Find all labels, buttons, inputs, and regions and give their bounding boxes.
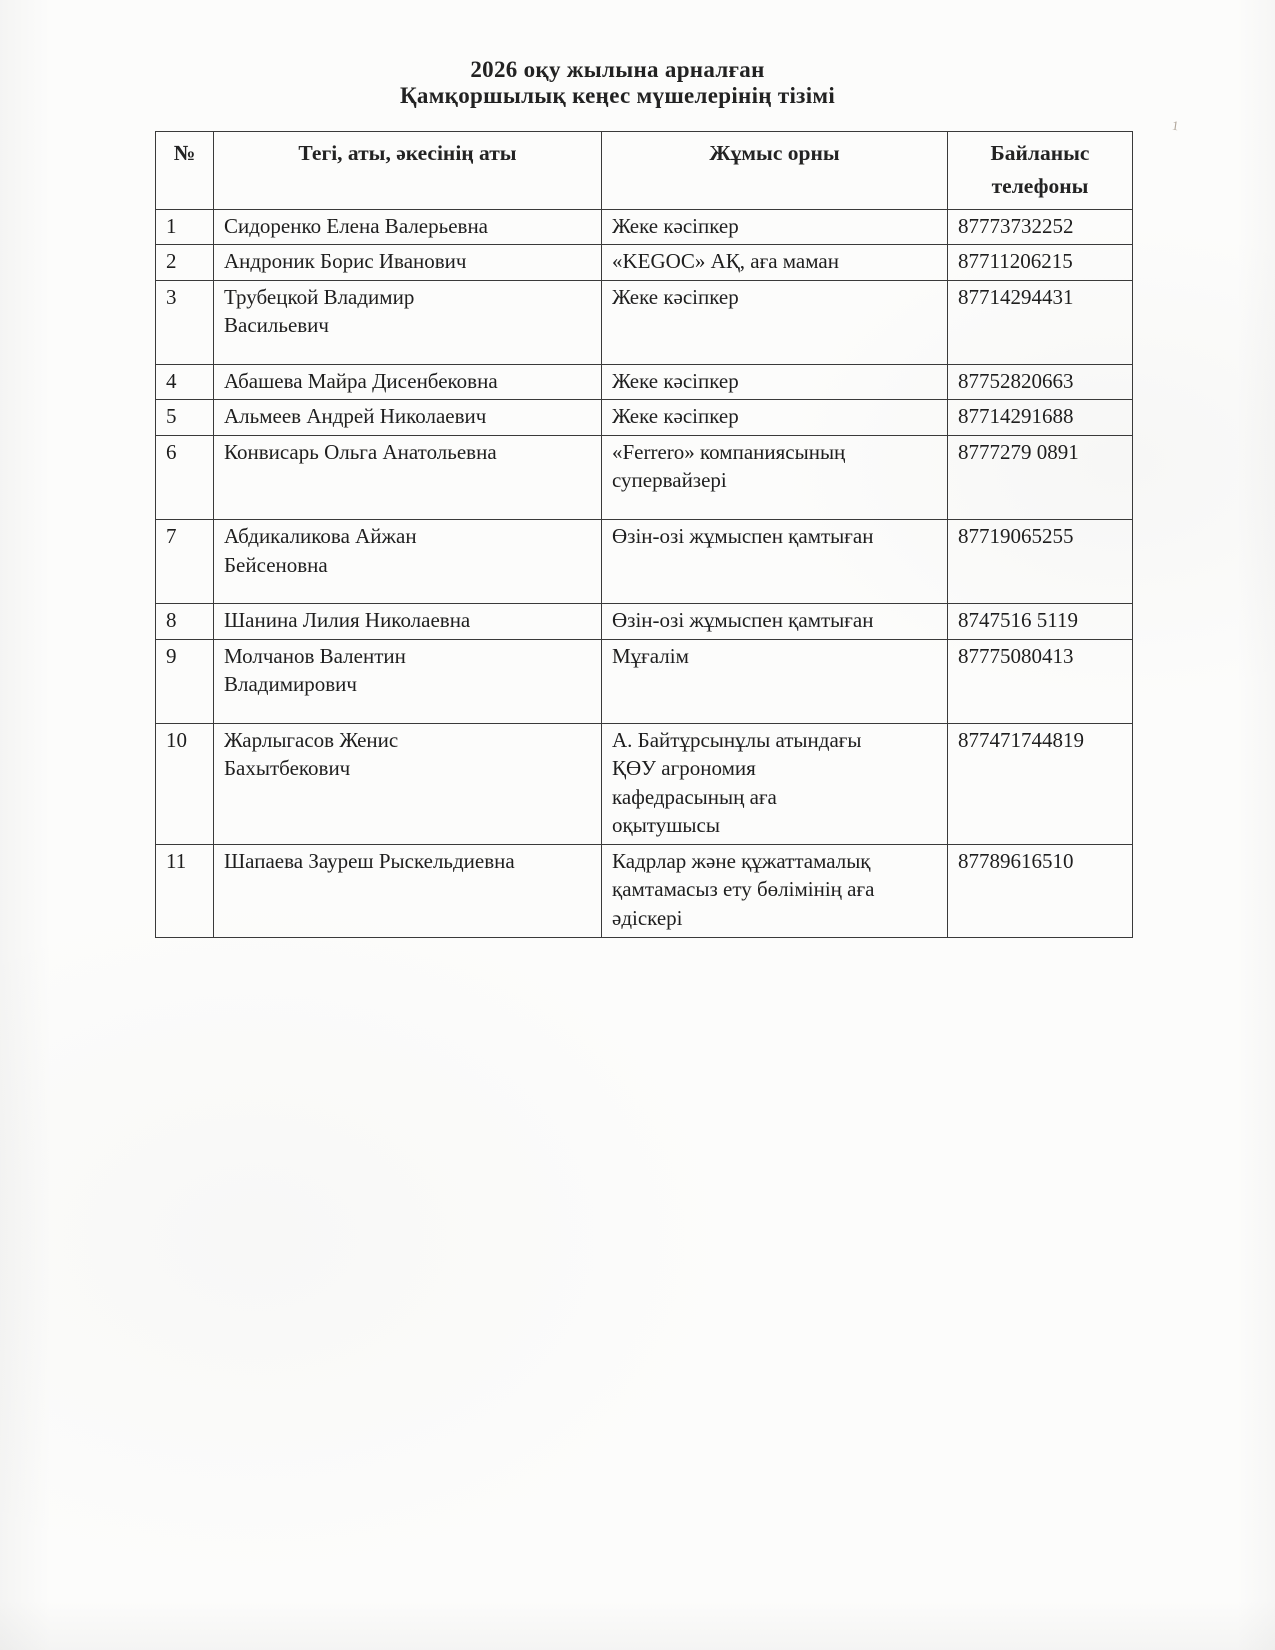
table-row xyxy=(156,844,1133,937)
table-body xyxy=(156,209,1133,937)
row-number-cell: 9 xyxy=(156,639,214,723)
row-number-cell: 5 xyxy=(156,400,214,436)
document-title xyxy=(155,57,1080,109)
table-row xyxy=(156,245,1133,281)
workplace-cell: Өзін-озі жұмыспен қамтыған xyxy=(602,604,948,640)
member-name-cell: Альмеев Андрей Николаевич xyxy=(214,400,602,436)
member-name-cell: Молчанов Валентин Владимирович xyxy=(214,639,602,723)
table-row xyxy=(156,639,1133,723)
row-number-cell: 11 xyxy=(156,844,214,937)
row-number-cell: 6 xyxy=(156,435,214,519)
workplace-cell: Кадрлар және құжаттамалық қамтамасыз ету бөлімінің аға әдіскері xyxy=(602,844,948,937)
workplace-cell: Жеке кәсіпкер xyxy=(602,280,948,364)
table-head xyxy=(156,132,1133,210)
title-line-1: 2026 оқу жылына арналған xyxy=(470,57,765,82)
table-row xyxy=(156,435,1133,519)
header-workplace: Жұмыс орны xyxy=(602,132,948,210)
phone-cell: 8747516 5119 xyxy=(948,604,1133,640)
phone-cell: 87711206215 xyxy=(948,245,1133,281)
phone-cell: 87775080413 xyxy=(948,639,1133,723)
phone-cell: 8777279 0891 xyxy=(948,435,1133,519)
phone-cell: 87789616510 xyxy=(948,844,1133,937)
table-row xyxy=(156,604,1133,640)
member-name-cell: Сидоренко Елена Валерьевна xyxy=(214,209,602,245)
workplace-cell: Жеке кәсіпкер xyxy=(602,364,948,400)
row-number-cell: 4 xyxy=(156,364,214,400)
workplace-cell: Жеке кәсіпкер xyxy=(602,400,948,436)
member-name-cell: Абашева Майра Дисенбековна xyxy=(214,364,602,400)
table-row xyxy=(156,209,1133,245)
table-row xyxy=(156,520,1133,604)
member-name-cell: Конвисарь Ольга Анатольевна xyxy=(214,435,602,519)
row-number-cell: 2 xyxy=(156,245,214,281)
workplace-cell: А. Байтұрсынұлы атындағы ҚӨУ агрономия кафедрасының аға оқытушысы xyxy=(602,723,948,844)
workplace-cell: Мұғалім xyxy=(602,639,948,723)
phone-cell: 877471744819 xyxy=(948,723,1133,844)
phone-cell: 87773732252 xyxy=(948,209,1133,245)
table-header-row xyxy=(156,132,1133,210)
row-number-cell: 10 xyxy=(156,723,214,844)
header-full-name: Тегі, аты, әкесінің аты xyxy=(214,132,602,210)
header-number: № xyxy=(156,132,214,210)
member-name-cell: Шанина Лилия Николаевна xyxy=(214,604,602,640)
header-phone: Байланыс телефоны xyxy=(948,132,1133,210)
member-name-cell: Андроник Борис Иванович xyxy=(214,245,602,281)
phone-cell: 87714291688 xyxy=(948,400,1133,436)
workplace-cell: «Ferrero» компаниясының супервайзері xyxy=(602,435,948,519)
phone-cell: 87719065255 xyxy=(948,520,1133,604)
workplace-cell: Жеке кәсіпкер xyxy=(602,209,948,245)
member-name-cell: Трубецкой Владимир Васильевич xyxy=(214,280,602,364)
phone-cell: 87752820663 xyxy=(948,364,1133,400)
member-name-cell: Шапаева Зауреш Рыскельдиевна xyxy=(214,844,602,937)
row-number-cell: 3 xyxy=(156,280,214,364)
table-row xyxy=(156,280,1133,364)
member-name-cell: Жарлыгасов Женис Бахытбекович xyxy=(214,723,602,844)
trustees-members-table xyxy=(155,131,1133,938)
member-name-cell: Абдикаликова Айжан Бейсеновна xyxy=(214,520,602,604)
row-number-cell: 1 xyxy=(156,209,214,245)
table-row xyxy=(156,364,1133,400)
table-row xyxy=(156,400,1133,436)
row-number-cell: 7 xyxy=(156,520,214,604)
page-corner-mark: 1 xyxy=(1171,117,1180,134)
workplace-cell: Өзін-озі жұмыспен қамтыған xyxy=(602,520,948,604)
workplace-cell: «KEGOC» АҚ, аға маман xyxy=(602,245,948,281)
title-line-2: Қамқоршылық кеңес мүшелерінің тізімі xyxy=(399,83,836,108)
row-number-cell: 8 xyxy=(156,604,214,640)
table-row xyxy=(156,723,1133,844)
phone-cell: 87714294431 xyxy=(948,280,1133,364)
